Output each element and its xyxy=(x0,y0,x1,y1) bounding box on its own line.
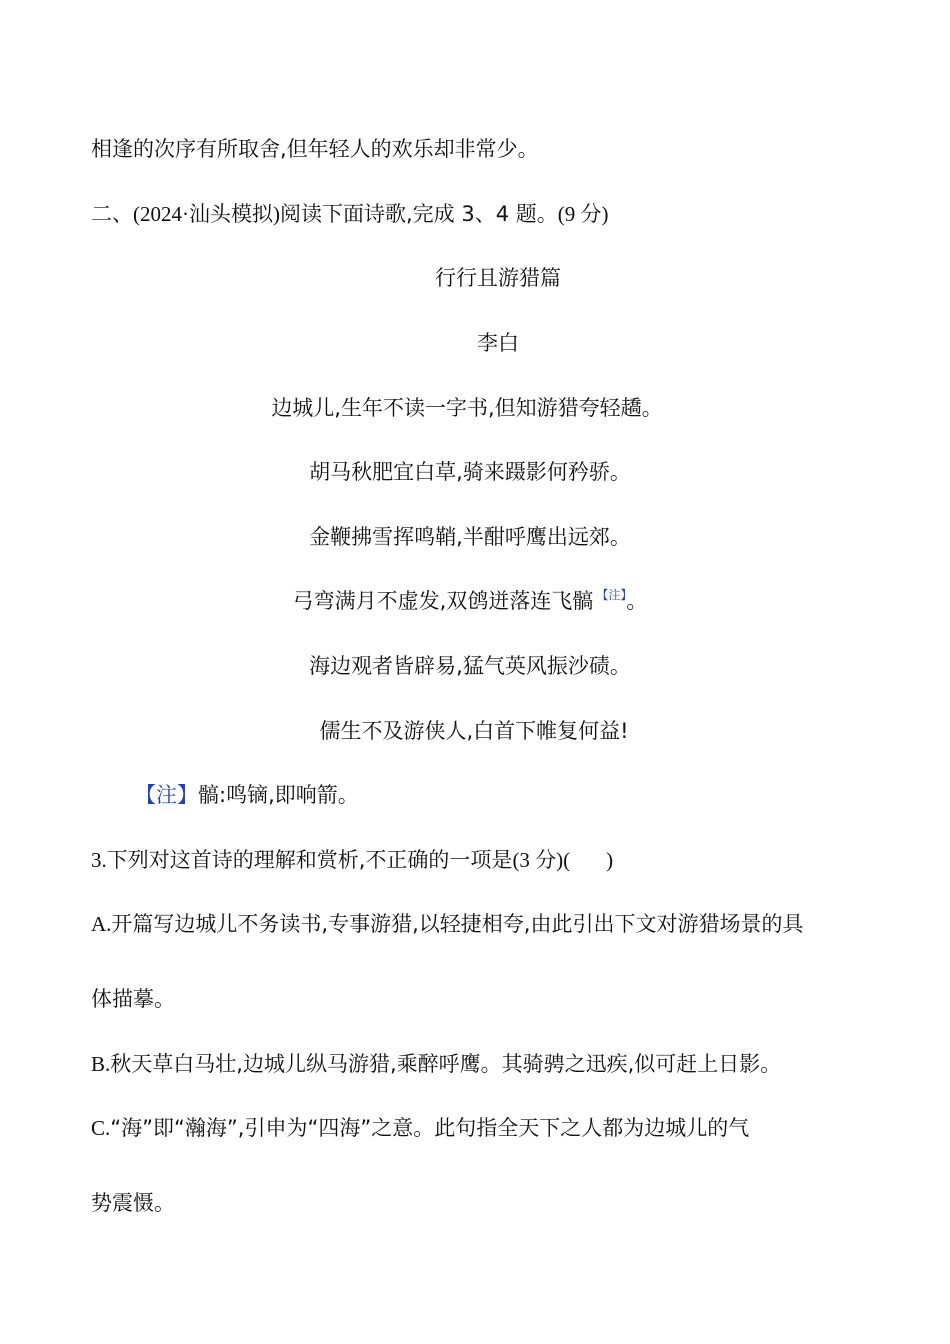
poem-line-4: 弓弯满月不虚发,双鸧迸落连飞髇 $^{【注】}$。 xyxy=(292,588,648,613)
section-score: (9 分) xyxy=(557,202,609,226)
poem-author: 李白 xyxy=(477,331,519,355)
question-number: 3. xyxy=(91,848,107,872)
poem-line-6: 儒生不及游侠人,白首下帷复何益! xyxy=(319,719,629,743)
poem-line-3: 金鞭拂雪挥鸣鞘,半酣呼鹰出远郊。 xyxy=(309,525,631,549)
section-prefix: 二、 xyxy=(91,202,133,226)
option-letter: B. xyxy=(91,1052,111,1076)
question-stem: 3.下列对这首诗的理解和赏析,不正确的一项是(3 分)( ) xyxy=(91,848,614,872)
poem-line-5: 海边观者皆辟易,猛气英风振沙碛。 xyxy=(309,654,631,678)
question-score: (3 分)( xyxy=(512,848,571,872)
poem-line-1: 边城儿,生年不读一字书,但知游猎夸轻趫。 xyxy=(271,396,663,420)
poem-line-2: 胡马秋肥宜白草,骑来蹑影何矜骄。 xyxy=(309,460,631,484)
top-line: 相逢的次序有所取舍,但年轻人的欢乐却非常少。 xyxy=(91,137,539,161)
option-letter: A. xyxy=(91,912,112,936)
section-heading xyxy=(91,199,608,229)
option-letter: C. xyxy=(91,1116,111,1140)
note-tag: 【注】 xyxy=(135,783,198,807)
poem-note xyxy=(135,780,359,810)
poem-title: 行行且游猎篇 xyxy=(435,266,561,290)
note-text: 髇:鸣镝,即响箭。 xyxy=(198,783,359,807)
poem-note-marker: 【注】 xyxy=(596,588,627,602)
section-source: (2024·汕头模拟) xyxy=(133,202,280,226)
section-text: 阅读下面诗歌,完成 3、4 题。 xyxy=(279,202,558,226)
